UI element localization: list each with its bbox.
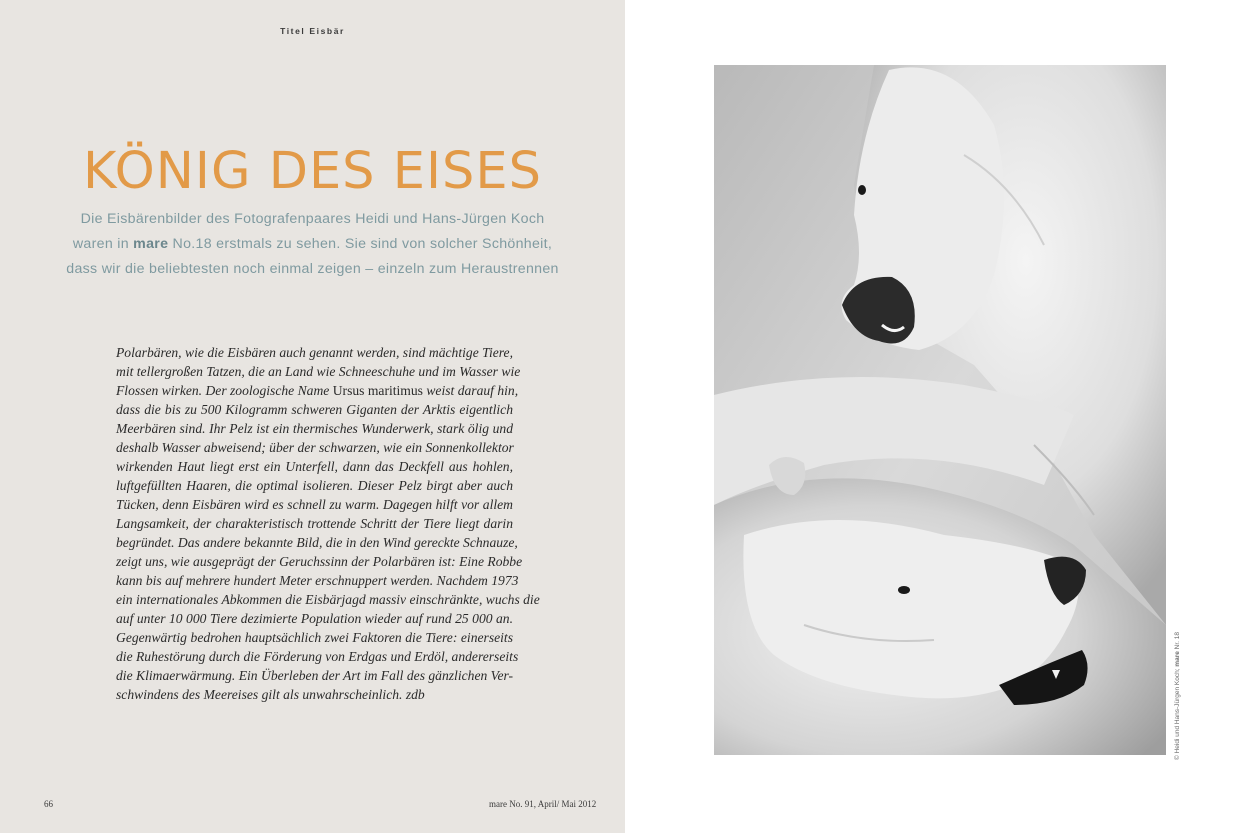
- body-line-3-post: weist darauf hin,: [422, 383, 519, 398]
- polar-bear-photo: [714, 65, 1166, 755]
- body-line: Meerbären sind. Ihr Pelz ist ein thermisches Wunderwerk, stark ölig und: [116, 421, 513, 436]
- body-line: luftgefüllten Haaren, die optimal isolieren. Dieser Pelz birgt aber auch: [116, 478, 513, 493]
- subhead-line-2-pre: waren in: [72, 236, 134, 252]
- photo-credit-magazine: mare: [1174, 651, 1181, 667]
- bear-eye-top: [858, 185, 866, 195]
- body-line: [116, 381, 519, 400]
- body-line: Gegenwärtig bedrohen hauptsächlich zwei Faktoren die Tiere: einerseits: [116, 630, 513, 645]
- subhead-line-1: Die Eisbärenbilder des Fotografenpaares Heidi und Hans-Jürgen Koch: [80, 211, 545, 227]
- body-line-last: schwindens des Meereises gilt als unwahrscheinlich. zdb: [116, 687, 425, 702]
- body-line: Polarbären, wie die Eisbären auch genannt werden, sind mächtige Tiere,: [116, 345, 513, 360]
- section-label: Titel Eisbär: [280, 26, 345, 36]
- page-number: 66: [44, 799, 53, 809]
- body-line: Tücken, denn Eisbären wird es schnell zu warm. Dagegen hilft vor allem: [116, 497, 513, 512]
- photo-credit-pre: © Heidi und Hans-Jürgen Koch;: [1174, 666, 1181, 760]
- body-line: mit tellergroßen Tatzen, die an Land wie Schneeschuhe und im Wasser wie: [116, 364, 521, 379]
- headline: KÖNIG DES EISES: [82, 142, 543, 201]
- body-line: wirkenden Haut liegt erst ein Unterfell, dann das Deckfell aus hohlen,: [116, 459, 513, 474]
- body-line: Langsamkeit, der charakteristisch trottende Schritt der Tiere liegt darin: [116, 516, 513, 531]
- subhead: [60, 207, 565, 282]
- subhead-line-2: [60, 232, 565, 257]
- magazine-name: mare: [133, 236, 169, 252]
- body-line: deshalb Wasser abweisend; über der schwarzen, wie ein Sonnenkollektor: [116, 440, 514, 455]
- body-line: zeigt uns, wie ausgeprägt der Geruchssinn der Polarbären ist: Eine Robbe: [116, 554, 523, 569]
- body-line: dass die bis zu 500 Kilogramm schweren Giganten der Arktis eigentlich: [116, 402, 513, 417]
- body-text: [116, 343, 540, 704]
- footer-issue: mare No. 91, April/ Mai 2012: [489, 799, 597, 809]
- body-line: auf unter 10 000 Tiere dezimierte Population wieder auf rund 25 000 an.: [116, 611, 513, 626]
- bear-eye-bottom: [898, 586, 910, 594]
- body-line: ein internationales Abkommen die Eisbärjagd massiv einschränkte, wuchs die: [116, 592, 540, 607]
- subhead-line-2-post: No.18 erstmals zu sehen. Sie sind von solcher Schönheit,: [168, 236, 553, 252]
- photo-credit-post: Nr. 18: [1174, 631, 1181, 652]
- species-name: Ursus maritimus: [332, 383, 423, 398]
- body-line: die Ruhestörung durch die Förderung von Erdgas und Erdöl, andererseits: [116, 649, 519, 664]
- body-line: die Klimaerwärmung. Ein Überleben der Art im Fall des gänzlichen Ver-: [116, 668, 514, 683]
- body-line: begründet. Das andere bekannte Bild, die in den Wind gereckte Schnauze,: [116, 535, 518, 550]
- body-line-3-pre: Flossen wirken. Der zoologische Name: [116, 383, 333, 398]
- polar-bear-illustration: [714, 65, 1166, 755]
- photo-credit: [1174, 632, 1181, 760]
- body-line: kann bis auf mehrere hundert Meter erschnuppert werden. Nachdem 1973: [116, 573, 519, 588]
- subhead-line-3: dass wir die beliebtesten noch einmal zeigen – einzeln zum Heraustrennen: [66, 261, 559, 277]
